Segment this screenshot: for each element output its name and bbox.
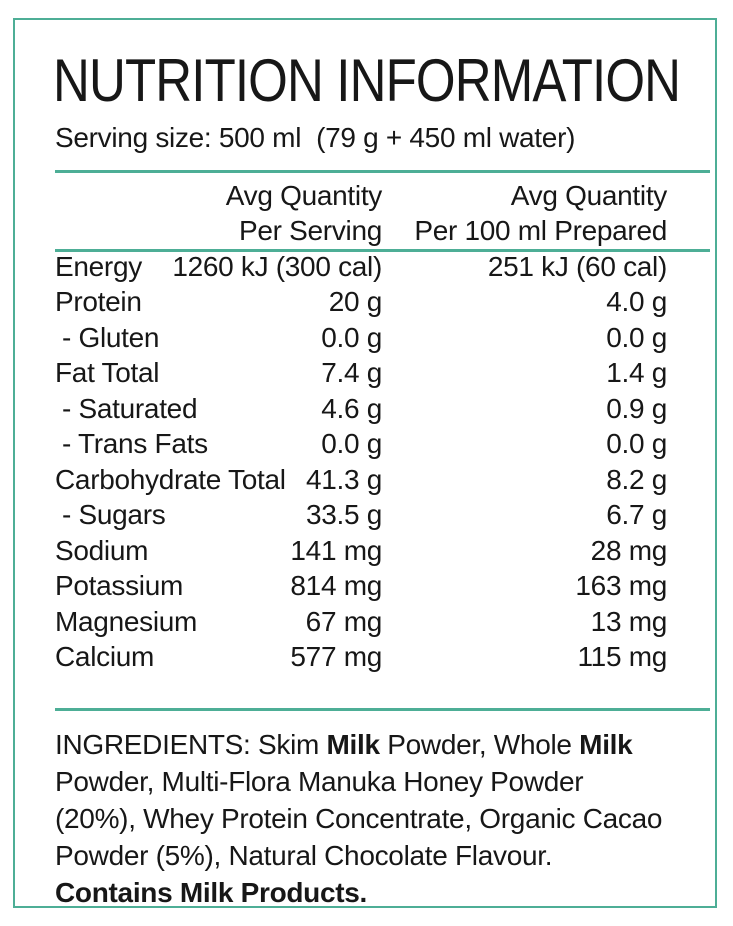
nutrient-per-serving: 1260 kJ (300 cal) xyxy=(172,251,382,282)
nutrient-per-100ml: 251 kJ (60 cal) xyxy=(487,251,667,282)
table-row-sodium xyxy=(55,534,667,570)
nutrient-label: Carbohydrate Total xyxy=(55,464,286,495)
nutrient-per-serving: 577 mg xyxy=(290,641,382,672)
table-row-gluten xyxy=(55,321,667,357)
table-row-magnesium xyxy=(55,605,667,641)
table-row-carbohydrate-total xyxy=(55,463,667,499)
ingredients-text: Powder, Whole xyxy=(379,729,580,760)
table-row-calcium xyxy=(55,640,667,676)
table-row-potassium xyxy=(55,569,667,605)
column-header-per-serving-line2: Per Serving xyxy=(239,215,382,246)
table-row-protein xyxy=(55,285,667,321)
nutrient-per-100ml: 115 mg xyxy=(577,641,667,672)
divider-bottom xyxy=(55,708,710,711)
nutrient-label: - Sugars xyxy=(62,499,166,530)
nutrient-per-100ml: 0.0 g xyxy=(606,322,667,353)
nutrient-per-100ml: 8.2 g xyxy=(606,464,667,495)
nutrient-label: - Gluten xyxy=(62,322,160,353)
nutrient-label: Protein xyxy=(55,286,142,317)
column-header-per-100ml xyxy=(414,178,667,248)
table-row-sugars xyxy=(55,498,667,534)
nutrient-label: Potassium xyxy=(55,570,184,601)
nutrient-per-100ml: 0.0 g xyxy=(606,428,667,459)
nutrient-per-serving: 4.6 g xyxy=(321,393,382,424)
table-row-trans-fats xyxy=(55,427,667,463)
nutrient-label: Fat Total xyxy=(55,357,160,388)
column-header-per-100ml-line1: Avg Quantity xyxy=(510,180,667,211)
nutrient-per-100ml: 1.4 g xyxy=(606,357,667,388)
nutrient-label: - Saturated xyxy=(62,393,198,424)
nutrient-label: Magnesium xyxy=(55,606,198,637)
column-header-per-serving xyxy=(226,178,382,248)
ingredients-text: Powder, Multi-Flora Manuka Honey Powder (20%), Whey Protein Concentrate, Organic Cacao Powder (5%), Natural Chocolate Flavour. xyxy=(55,766,663,871)
divider-top xyxy=(55,170,710,173)
ingredients-paragraph xyxy=(55,726,671,911)
nutrition-panel xyxy=(13,18,717,908)
nutrient-per-100ml: 28 mg xyxy=(590,535,667,566)
serving-size-text: Serving size: 500 ml (79 g + 450 ml water) xyxy=(55,122,576,153)
table-row-saturated xyxy=(55,392,667,428)
nutrient-per-100ml: 13 mg xyxy=(590,606,667,637)
nutrient-per-serving: 33.5 g xyxy=(305,499,382,530)
ingredients-allergen-milk: Milk xyxy=(326,729,380,760)
nutrient-per-100ml: 6.7 g xyxy=(606,499,667,530)
ingredients-allergen-milk: Milk xyxy=(579,729,633,760)
nutrient-label: Sodium xyxy=(55,535,149,566)
nutrient-per-serving: 814 mg xyxy=(290,570,382,601)
nutrient-per-serving: 0.0 g xyxy=(321,322,382,353)
panel-title: NUTRITION INFORMATION xyxy=(53,47,681,114)
nutrient-per-100ml: 0.9 g xyxy=(606,393,667,424)
table-row-energy xyxy=(55,250,667,286)
nutrient-label: Calcium xyxy=(55,641,155,672)
nutrient-per-serving: 20 g xyxy=(328,286,382,317)
nutrient-per-serving: 0.0 g xyxy=(321,428,382,459)
table-row-fat-total xyxy=(55,356,667,392)
nutrient-per-serving: 141 mg xyxy=(290,535,382,566)
column-header-per-serving-line1: Avg Quantity xyxy=(225,180,382,211)
contains-statement: Contains Milk Products. xyxy=(55,877,368,908)
column-header-per-100ml-line2: Per 100 ml Prepared xyxy=(414,215,667,246)
nutrient-per-serving: 7.4 g xyxy=(321,357,382,388)
nutrient-per-serving: 41.3 g xyxy=(305,464,382,495)
nutrient-label: - Trans Fats xyxy=(62,428,208,459)
nutrient-per-serving: 67 mg xyxy=(305,606,382,637)
nutrient-per-100ml: 163 mg xyxy=(575,570,667,601)
nutrient-per-100ml: 4.0 g xyxy=(606,286,667,317)
nutrient-label: Energy xyxy=(55,251,142,282)
ingredients-text: INGREDIENTS: Skim xyxy=(55,729,327,760)
